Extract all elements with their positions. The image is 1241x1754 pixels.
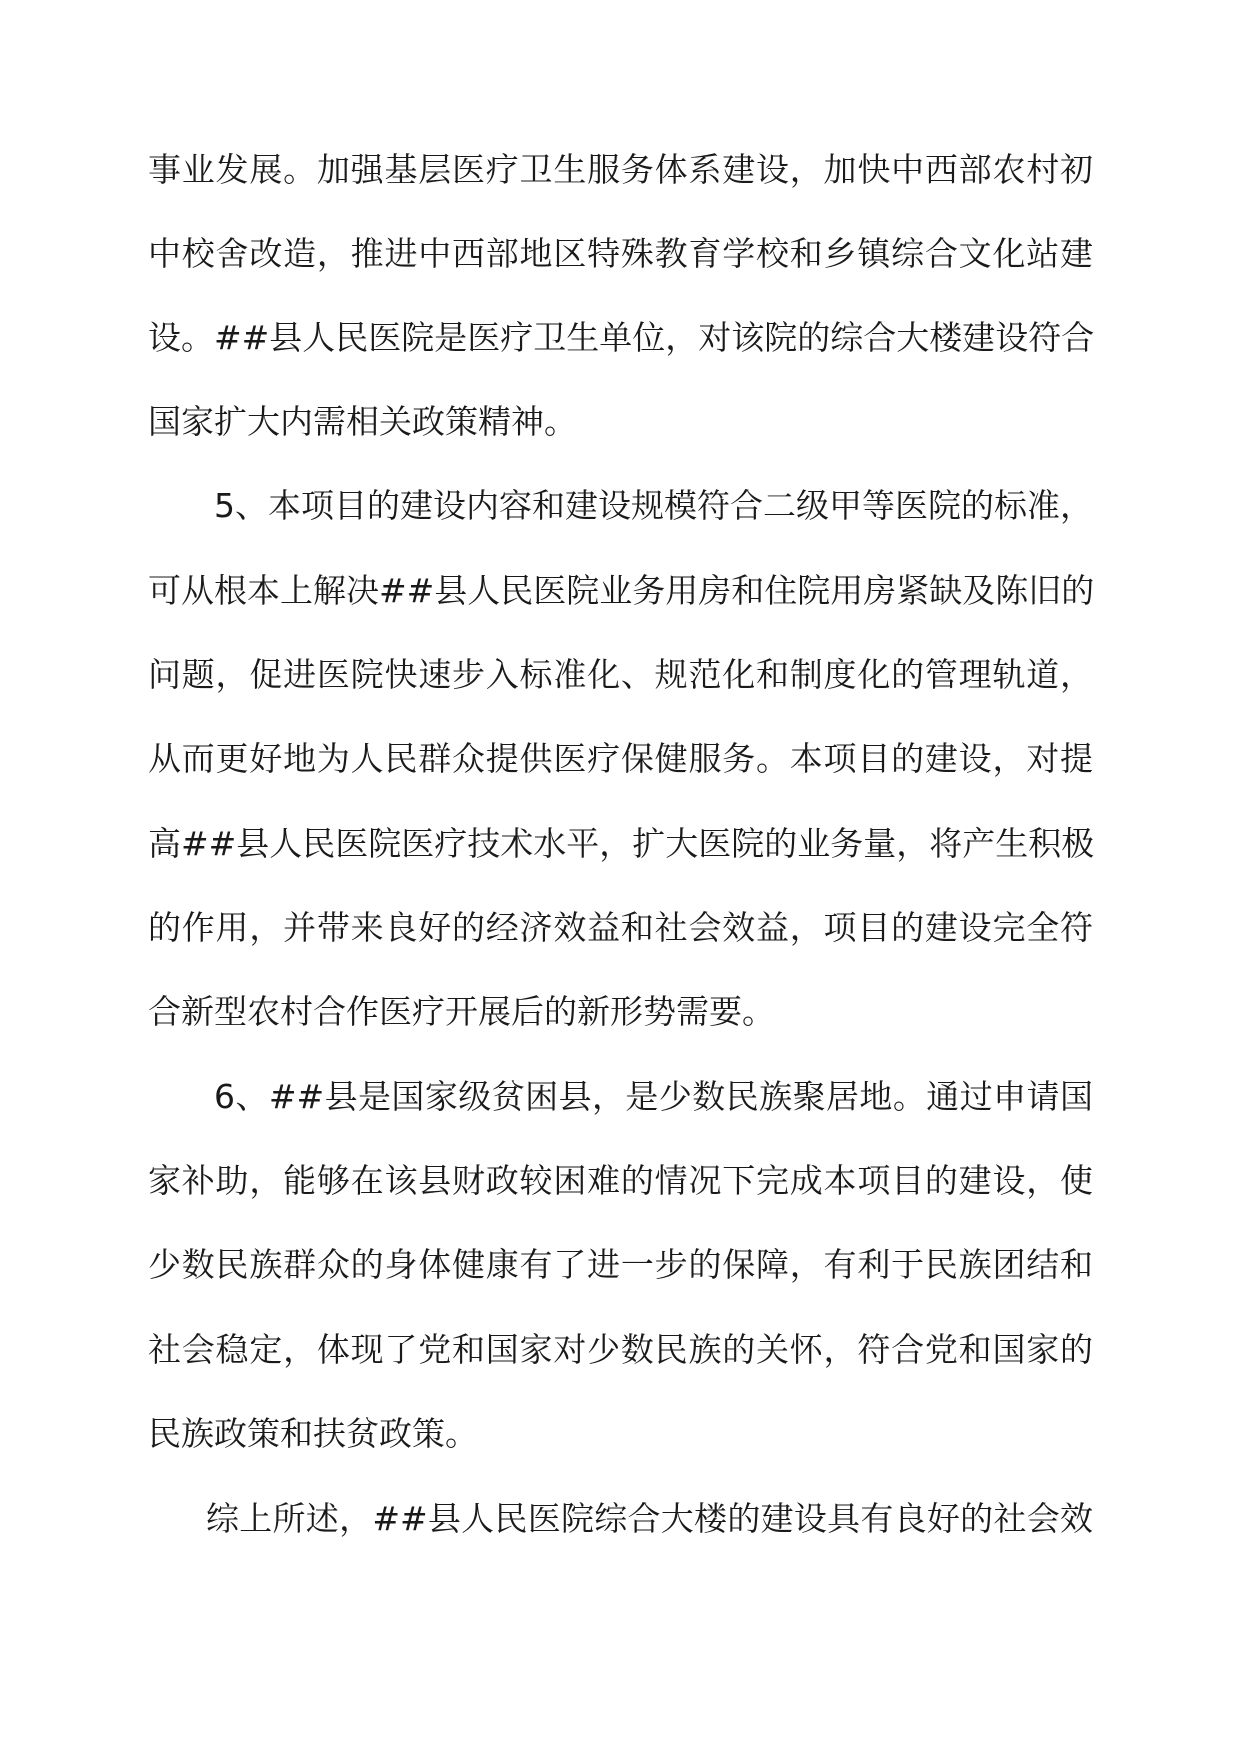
paragraph-1-line-3: 设。##县人民医院是医疗卫生单位，对该院的综合大楼建设符合: [148, 318, 1095, 357]
paragraph-2-line-3: 问题，促进医院快速步入标准化、规范化和制度化的管理轨道，: [148, 655, 1093, 694]
paragraph-1-line-1: 事业发展。加强基层医疗卫生服务体系建设，加快中西部农村初: [148, 150, 1093, 189]
paragraph-2-line-1: 5、本项目的建设内容和建设规模符合二级甲等医院的标准，: [214, 486, 1093, 525]
paragraph-2-line-2: 可从根本上解决##县人民医院业务用房和住院用房紧缺及陈旧的: [148, 571, 1095, 610]
paragraph-1-line-4: 国家扩大内需相关政策精神。: [148, 402, 577, 441]
paragraph-3-line-2: 家补助，能够在该县财政较困难的情况下完成本项目的建设，使: [148, 1161, 1093, 1200]
paragraph-4-line-1: 综上所述，##县人民医院综合大楼的建设具有良好的社会效: [206, 1499, 1093, 1538]
paragraph-3-line-5: 民族政策和扶贫政策。: [148, 1414, 478, 1453]
paragraph-3-line-1: 6、##县是国家级贫困县，是少数民族聚居地。通过申请国: [214, 1077, 1093, 1116]
paragraph-2-line-7: 合新型农村合作医疗开展后的新形势需要。: [148, 992, 775, 1031]
paragraph-3-line-4: 社会稳定，体现了党和国家对少数民族的关怀，符合党和国家的: [148, 1330, 1093, 1369]
paragraph-2-line-4: 从而更好地为人民群众提供医疗保健服务。本项目的建设，对提: [148, 739, 1093, 778]
paragraph-2-line-6: 的作用，并带来良好的经济效益和社会效益，项目的建设完全符: [148, 908, 1093, 947]
paragraph-2-line-5: 高##县人民医院医疗技术水平，扩大医院的业务量，将产生积极: [148, 824, 1095, 863]
paragraph-3-line-3: 少数民族群众的身体健康有了进一步的保障，有利于民族团结和: [148, 1245, 1093, 1284]
paragraph-1-line-2: 中校舍改造，推进中西部地区特殊教育学校和乡镇综合文化站建: [148, 234, 1093, 273]
